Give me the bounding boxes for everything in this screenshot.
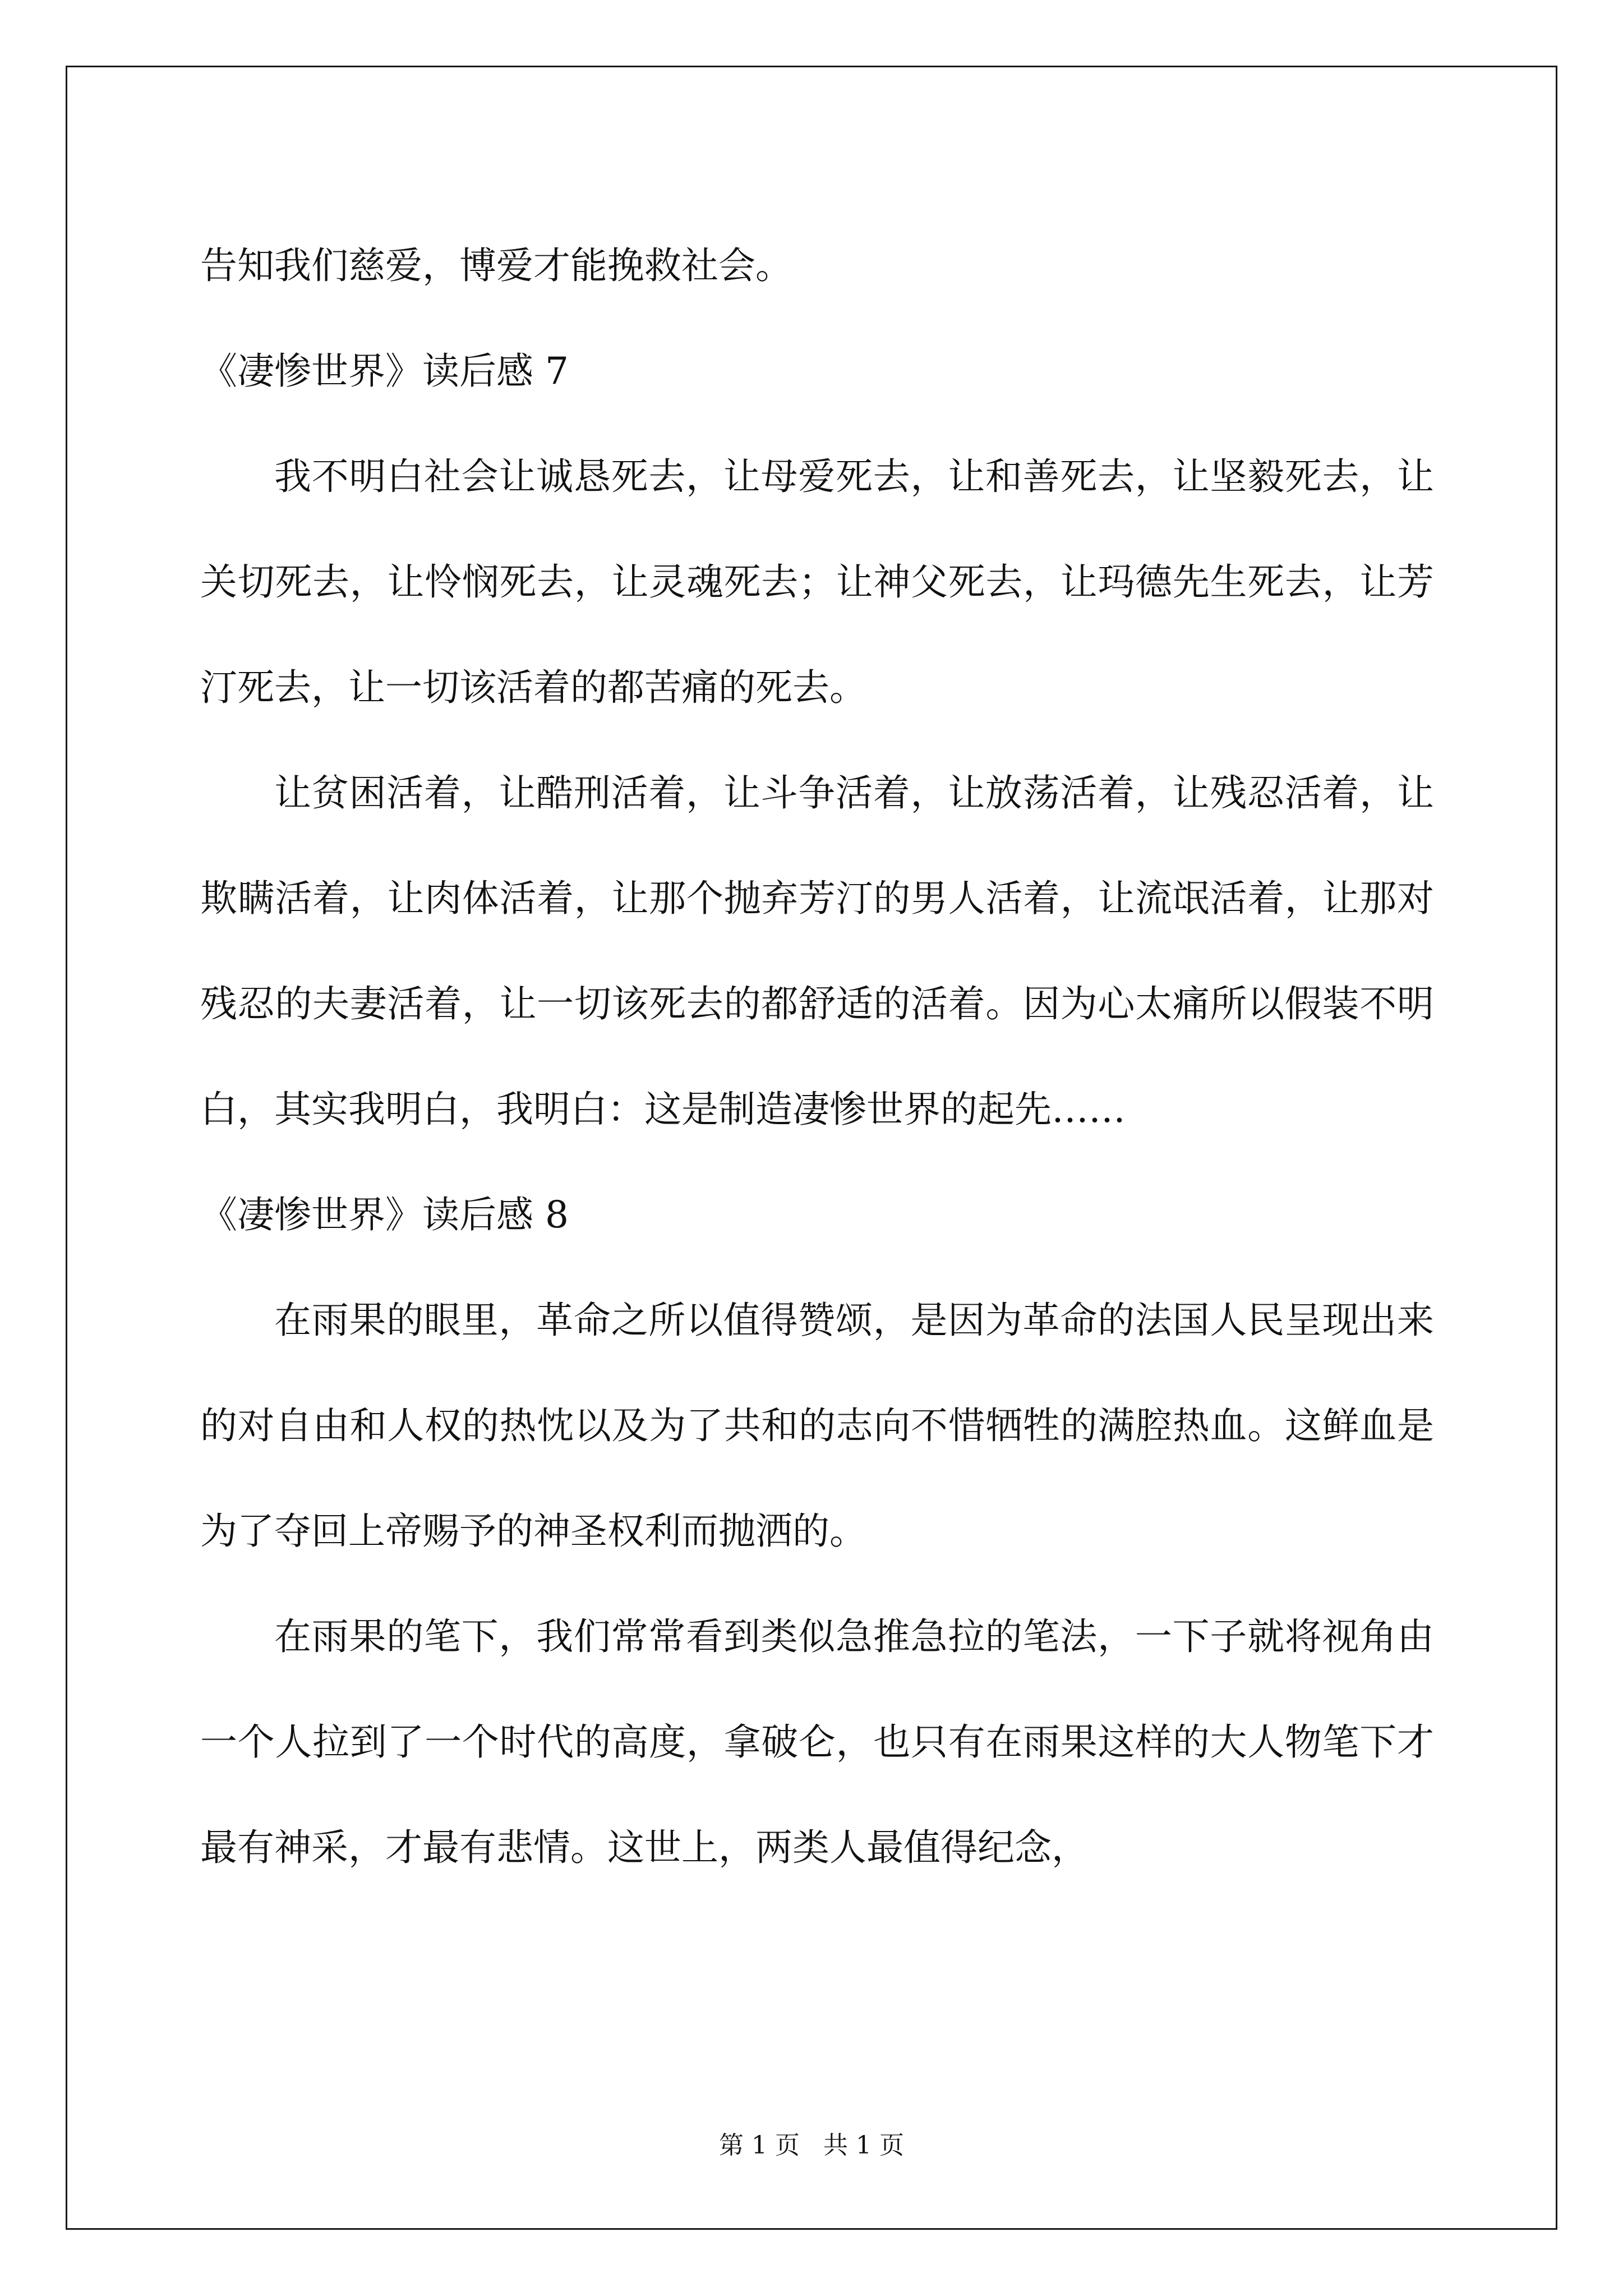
page-footer: [0, 2129, 1623, 2162]
section-heading-8: 《凄惨世界》读后感 8: [200, 1193, 569, 1236]
paragraph: 在雨果的笔下，我们常常看到类似急推急拉的笔法，一下子就将视角由一个人拉到了一个时代的高度，拿破仑，也只有在雨果这样的大人物笔下才最有神采，才最有悲情。这世上，两类人最值得纪念，: [200, 1615, 1434, 1869]
paragraph: 让贫困活着，让酷刑活着，让斗争活着，让放荡活着，让残忍活着，让欺瞒活着，让肉体活着，让那个抛弃芳汀的男人活着，让流氓活着，让那对残忍的夫妻活着，让一切该死去的都舒适的活着。因为心太痛所以假装不明白，其实我明白，我明白：这是制造凄惨世界的起先……: [200, 771, 1434, 1131]
text-line: 告知我们慈爱，博爱才能挽救社会。: [200, 244, 792, 287]
section-heading-7: 《凄惨世界》读后感 7: [200, 349, 569, 393]
paragraph: 在雨果的眼里，革命之所以值得赞颂，是因为革命的法国人民呈现出来的对自由和人权的热忱以及为了共和的志向不惜牺牲的满腔热血。这鲜血是为了夺回上帝赐予的神圣权利而抛洒的。: [200, 1299, 1434, 1553]
paragraph: 我不明白社会让诚恳死去，让母爱死去，让和善死去，让坚毅死去，让关切死去，让怜悯死去，让灵魂死去；让神父死去，让玛德先生死去，让芳汀死去，让一切该活着的都苦痛的死去。: [200, 455, 1434, 709]
page-total: 共 1 页: [823, 2131, 904, 2160]
document-body: [200, 213, 1434, 1901]
page-number: 第 1 页: [719, 2131, 800, 2160]
